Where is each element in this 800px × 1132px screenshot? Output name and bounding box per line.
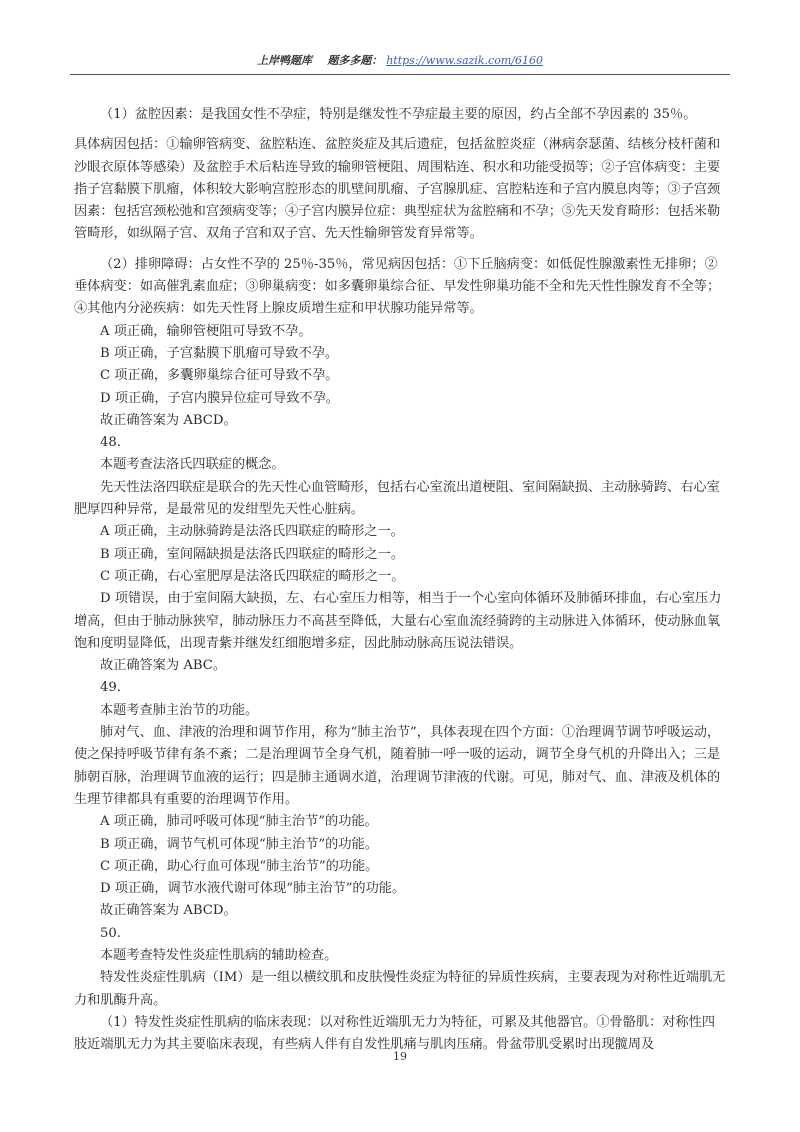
header-site-name: 上岸鸭题库 xyxy=(257,54,313,67)
option-b-explanation: B 项正确，子宫黏膜下肌瘤可导致不孕。 xyxy=(100,345,339,361)
answer-line: 故正确答案为 ABC。 xyxy=(100,658,227,674)
option-d-explanation: D 项错误，由于室间隔大缺损，左、右心室压力相等，相当于一个心室向体循环及肺循环排血，右心室压力增高，但由于肺动脉狭窄，肺动脉压力不高甚至降低，大量右心室血流经骑跨的主动脉进入体循环，使动脉血氧饱和度明显降低，出现青紫并继发红细胞增多症，因此肺动脉高压说法错误。 xyxy=(74,591,722,651)
answer-line: 故正确答案为 ABCD。 xyxy=(100,903,237,919)
paragraph-myopathy-definition: 特发性炎症性肌病（IM）是一组以横纹肌和皮肤慢性炎症为特征的异质性疾病，主要表现为对称性近端肌无力和肌酶升高。 xyxy=(74,970,726,1008)
paragraph-tetralogy-definition: 先天性法洛四联症是联合的先天性心血管畸形，包括右心室流出道梗阻、室间隔缺损、主动脉骑跨、右心室肥厚四种异常，是最常见的发绀型先天性心脏病。 xyxy=(74,479,720,518)
option-c-explanation: C 项正确，右心室肥厚是法洛氏四联症的畸形之一。 xyxy=(100,568,405,584)
header-label: 题多多题： xyxy=(327,54,383,67)
option-a-explanation: A 项正确，输卵管梗阻可导致不孕。 xyxy=(100,323,312,339)
paragraph-specific-causes: 具体病因包括：①输卵管病变、盆腔粘连、盆腔炎症及其后遗症，包括盆腔炎症（淋病奈瑟菌、结核分枝杆菌和沙眼衣原体等感染）及盆腔手术后粘连导致的输卵管梗阻、周围粘连、积水和功能受损等；②子宫体病变：主要指子宫黏膜下肌瘤，体积较大影响宫腔形态的肌壁间肌瘤、子宫腺肌症、宫腔粘连和子宫内膜息肉等；③子宫颈因素：包括宫颈松弛和宫颈病变等；④子宫内膜异位症：典型症状为盆腔痛和不孕；⑤先天发育畸形：包括米勒管畸形，如纵隔子宫、双角子宫和双子宫、先天性输卵管发育异常等。 xyxy=(74,137,721,242)
option-a-explanation: A 项正确，主动脉骑跨是法洛氏四联症的畸形之一。 xyxy=(100,524,404,540)
question-topic: 本题考查法洛氏四联症的概念。 xyxy=(100,457,285,473)
page-header xyxy=(70,52,730,68)
option-d-explanation: D 项正确，子宫内膜异位症可导致不孕。 xyxy=(100,390,339,406)
question-number: 48. xyxy=(100,435,121,451)
question-topic: 本题考查特发性炎症性肌病的辅助检查。 xyxy=(100,947,338,963)
page-number: 19 xyxy=(393,1050,407,1063)
option-d-explanation: D 项正确，调节水液代谢可体现“肺主治节”的功能。 xyxy=(100,881,406,897)
question-number: 50. xyxy=(100,925,121,941)
header-divider xyxy=(70,74,730,75)
question-topic: 本题考查肺主治节的功能。 xyxy=(100,702,259,718)
answer-line: 故正确答案为 ABCD。 xyxy=(100,412,237,428)
option-b-explanation: B 项正确，室间隔缺损是法洛氏四联症的畸形之一。 xyxy=(100,546,405,562)
option-b-explanation: B 项正确，调节气机可体现“肺主治节”的功能。 xyxy=(100,836,378,852)
header-url-link[interactable]: https://www.sazik.com/6160 xyxy=(386,54,543,67)
paragraph-pelvic-factors: （1）盆腔因素：是我国女性不孕症，特别是继发性不孕症最主要的原因，约占全部不孕因素的 35％。 xyxy=(100,107,697,122)
paragraph-lung-function: 肺对气、血、津液的治理和调节作用，称为“肺主治节”，具体表现在四个方面：①治理调节调节呼吸运动，使之保持呼吸节律有条不紊；二是治理调节全身气机，随着肺一呼一吸的运动，调节全身气机的升降出入；三是肺朝百脉，治理调节血液的运行；四是肺主通调水道，治理调节津液的代谢。可见，肺对气、血、津液及机体的生理节律都具有重要的治理调节作用。 xyxy=(74,725,721,807)
option-a-explanation: A 项正确，肺司呼吸可体现“肺主治节”的功能。 xyxy=(100,814,378,830)
document-body xyxy=(74,104,726,1056)
question-number: 49. xyxy=(100,680,121,696)
paragraph-ovulation-disorders: （2）排卵障碍：占女性不孕的 25％-35％，常见病因包括：①下丘脑病变：如低促性腺激素性无排卵；②垂体病变：如高催乳素血症；③卵巢病变：如多囊卵巢综合征、早发性卵巢功能不全和先天性性腺发育不全等；④其他内分泌疾病：如先天性肾上腺皮质增生症和甲状腺功能异常等。 xyxy=(74,256,721,317)
paragraph-myopathy-clinical: （1）特发性炎症性肌病的临床表现：以对称性近端肌无力为特征，可累及其他器官。①骨骼肌：对称性四肢近端肌无力为其主要临床表现，有些病人伴有自发性肌痛与肌肉压痛。骨盆带肌受累时出现髋周及 xyxy=(74,1014,716,1053)
option-c-explanation: C 项正确，助心行血可体现“肺主治节”的功能。 xyxy=(100,858,379,874)
option-c-explanation: C 项正确，多囊卵巢综合征可导致不孕。 xyxy=(100,368,339,384)
